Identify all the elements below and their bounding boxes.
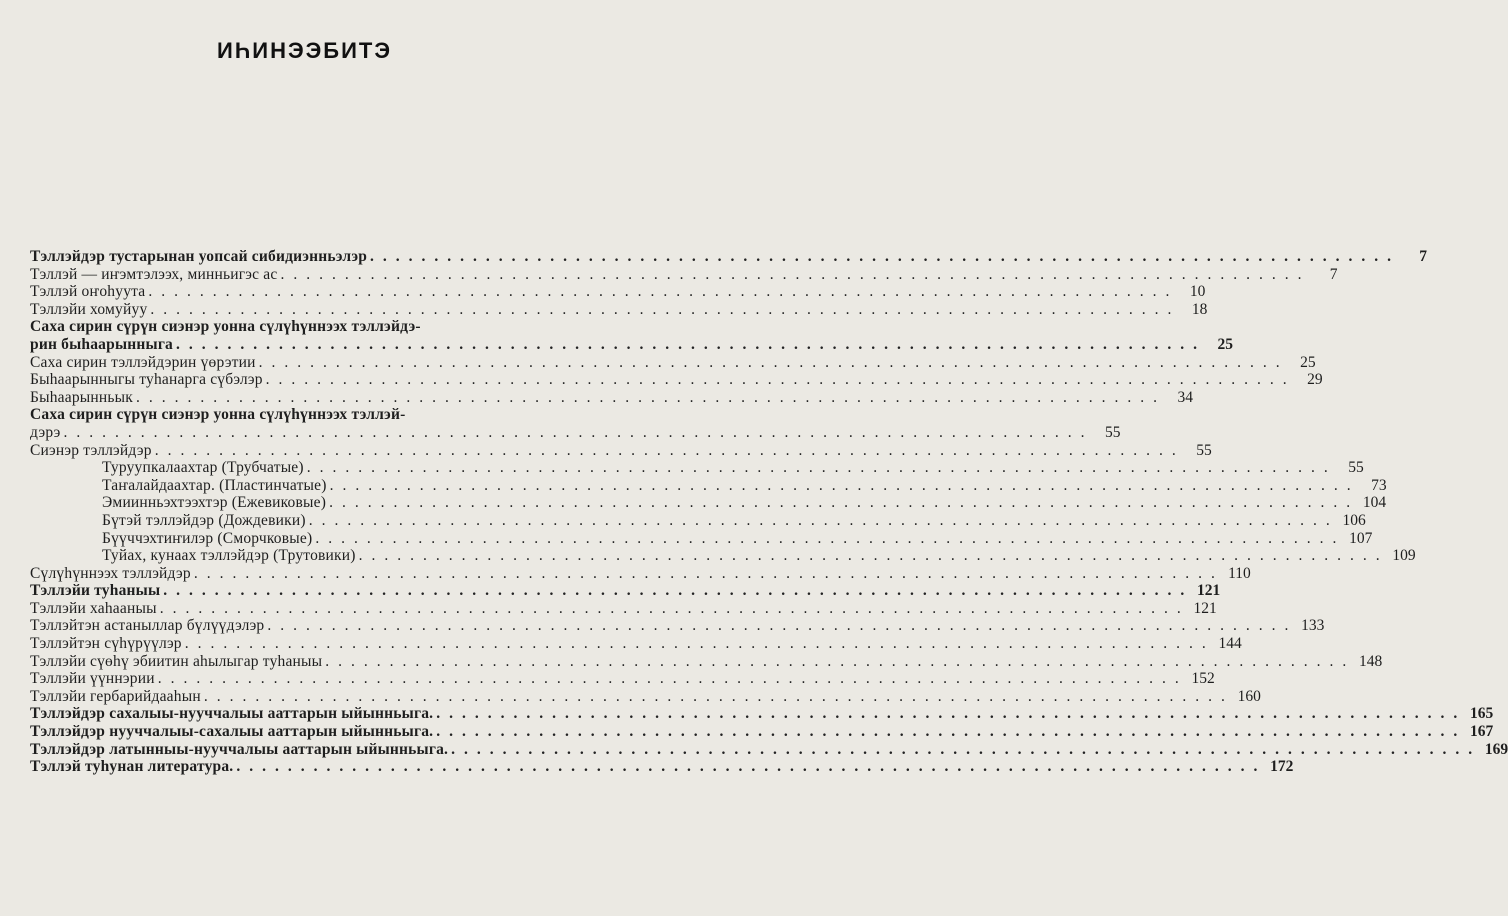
toc-entry-title: Тэллэйдэр латынныы-нууччалыы ааттарын ыйынньыга. xyxy=(30,740,449,758)
toc-entry-page-number: 55 xyxy=(1348,459,1364,477)
toc-entry xyxy=(30,617,1325,635)
dot-leader: ................................................................................ xyxy=(436,705,1467,723)
toc-entry xyxy=(30,265,1338,284)
toc-entry-title: Тэллэйи хаһааныы xyxy=(30,599,157,617)
dot-leader: ................................................................................ xyxy=(329,476,1360,494)
toc-entry-title: Тэллэй оҥоһуута xyxy=(30,283,146,301)
toc-entry xyxy=(30,723,1494,741)
toc-entry xyxy=(30,283,1206,301)
toc-entry-title: Тэллэйи үүннэрии xyxy=(30,670,155,688)
toc-entry-title: Эмиинньэхтээхтэр (Ежевиковые) xyxy=(102,494,327,512)
toc-entry-title: Тэллэйдэр нууччалыы-сахалыы ааттарын ыйынньыга. xyxy=(30,723,434,741)
dot-leader: ................................................................................ xyxy=(265,371,1296,389)
toc-entry-page-number: 7 xyxy=(1329,265,1338,283)
toc-entry-page-number: 160 xyxy=(1237,687,1261,705)
dot-leader: ................................................................................ xyxy=(163,582,1194,600)
toc-entry-page-number: 144 xyxy=(1218,635,1242,653)
dot-leader: ................................................................................ xyxy=(193,564,1224,582)
toc-entry-page-number: 7 xyxy=(1419,248,1428,265)
toc-entry xyxy=(30,459,1364,477)
toc-entry-title: Бүүччэхтиҥилэр (Сморчковые) xyxy=(102,529,313,547)
toc-entry-title: Саха сирин сүрүн сиэнэр уонна сүлүһүннээх тэллэйдэ- xyxy=(30,318,421,336)
toc-entry-title: Саха сирин сүрүн сиэнэр уонна сүлүһүннээх тэллэй- xyxy=(30,406,406,424)
toc-entry-page-number: 165 xyxy=(1470,705,1494,723)
dot-leader: ................................................................................ xyxy=(267,617,1298,635)
toc-entry-title: Таҥалайдаахтар. (Пластинчатые) xyxy=(102,476,327,494)
toc-entry-title: Саха сирин тэллэйдэрин үөрэтии xyxy=(30,353,256,371)
table-of-contents xyxy=(30,248,1508,776)
dot-leader: ................................................................................ xyxy=(370,248,1401,265)
toc-entry-title: Тэллэйтэн астаныллар бүлүүдэлэр xyxy=(30,617,265,635)
dot-leader: ................................................................................ xyxy=(150,300,1181,318)
toc-entry-title: дэрэ xyxy=(30,423,61,441)
toc-entry xyxy=(30,388,1193,407)
dot-leader: ................................................................................ xyxy=(325,652,1356,670)
toc-entry xyxy=(30,705,1494,723)
toc-entry-title: рин быһаарынныга xyxy=(30,335,174,353)
toc-entry xyxy=(30,406,535,424)
toc-entry-title: Тэллэйи туһаныы xyxy=(30,582,161,600)
page-title: ИҺИНЭЭБИТЭ xyxy=(217,38,392,63)
toc-entry xyxy=(30,300,1208,319)
toc-entry-page-number: 121 xyxy=(1197,582,1221,600)
dot-leader: ................................................................................ xyxy=(136,388,1166,406)
toc-entry-title: Бүтэй тэллэйдэр (Дождевики) xyxy=(102,511,306,529)
toc-entry-page-number: 25 xyxy=(1217,335,1234,353)
toc-entry-page-number: 110 xyxy=(1228,564,1251,582)
dot-leader: ................................................................................ xyxy=(203,687,1234,705)
toc-entry xyxy=(30,353,1316,372)
toc-entry-page-number: 109 xyxy=(1392,547,1416,565)
toc-entry-title: Сүлүһүннээх тэллэйдэр xyxy=(30,564,191,582)
toc-entry xyxy=(30,599,1217,618)
toc-entry-page-number: 73 xyxy=(1371,476,1387,494)
dot-leader: ................................................................................ xyxy=(159,599,1190,617)
dot-leader: ................................................................................ xyxy=(236,758,1267,776)
toc-entry-page-number: 148 xyxy=(1359,652,1383,670)
toc-entry-title: Туйах, кунаах тэллэйдэр (Трутовики) xyxy=(102,547,356,565)
toc-entry xyxy=(30,371,1323,389)
toc-entry-title: Тэллэйи хомуйуу xyxy=(30,300,148,318)
dot-leader: ................................................................................ xyxy=(258,353,1289,371)
toc-entry-title: Сиэнэр тэллэйдэр xyxy=(30,441,152,459)
toc-entry xyxy=(30,335,1234,354)
toc-entry-page-number: 29 xyxy=(1307,371,1323,389)
toc-entry xyxy=(30,582,1221,600)
dot-leader: ................................................................................ xyxy=(154,441,1185,459)
dot-leader: ................................................................................ xyxy=(176,335,1207,353)
dot-leader: ................................................................................ xyxy=(315,529,1346,547)
toc-entry-page-number: 169 xyxy=(1484,740,1508,758)
dot-leader: ................................................................................ xyxy=(184,635,1215,653)
toc-entry-title: Тэллэй туһунан литература. xyxy=(30,758,234,776)
dot-leader: ................................................................................ xyxy=(308,511,1339,529)
toc-entry-page-number: 104 xyxy=(1362,494,1387,512)
toc-entry-page-number: 10 xyxy=(1189,283,1206,301)
toc-entry-title: Тэллэйдэр сахалыы-нууччалыы ааттарын ыйынньыга. xyxy=(30,705,434,723)
toc-entry xyxy=(30,687,1261,706)
toc-entry-page-number: 34 xyxy=(1177,388,1193,406)
toc-entry xyxy=(30,318,535,336)
toc-entry-title: Тэллэйи сүөһү эбиитин аһылыгар туһаныы xyxy=(30,652,323,670)
toc-entry xyxy=(30,248,1428,266)
toc-entry xyxy=(30,547,1416,565)
toc-entry-page-number: 55 xyxy=(1105,423,1121,441)
toc-entry-page-number: 18 xyxy=(1191,300,1208,318)
toc-entry xyxy=(30,564,1251,583)
toc-entry-title: Быһаарынньык xyxy=(30,388,133,406)
toc-entry xyxy=(30,758,1294,776)
toc-entry-page-number: 172 xyxy=(1270,758,1294,776)
toc-entry xyxy=(30,670,1215,688)
dot-leader: ................................................................................ xyxy=(358,547,1389,565)
dot-leader: ................................................................................ xyxy=(148,283,1179,301)
toc-entry-title: Тэллэйтэн сүһүрүүлэр xyxy=(30,635,182,653)
toc-entry xyxy=(30,441,1212,460)
toc-entry-page-number: 107 xyxy=(1349,529,1373,547)
toc-entry xyxy=(30,635,1242,653)
toc-entry-page-number: 152 xyxy=(1191,670,1215,688)
toc-entry-title: Быһаарынныгы туһанарга сүбэлэр xyxy=(30,371,263,389)
dot-leader: ................................................................................ xyxy=(329,494,1360,512)
toc-entry-page-number: 106 xyxy=(1342,511,1366,529)
toc-entry xyxy=(30,740,1508,759)
toc-entry-title: Туруупкалаахтар (Трубчатые) xyxy=(102,459,304,477)
dot-leader: ................................................................................ xyxy=(63,423,1094,441)
toc-entry-page-number: 25 xyxy=(1300,353,1316,371)
toc-entry xyxy=(30,529,1373,548)
toc-entry xyxy=(30,494,1387,512)
dot-leader: ................................................................................ xyxy=(451,740,1482,758)
dot-leader: ................................................................................ xyxy=(306,459,1337,477)
toc-entry-title: Тэллэйи гербарийдааһын xyxy=(30,687,201,705)
toc-entry-page-number: 167 xyxy=(1470,723,1494,741)
toc-entry xyxy=(30,476,1387,495)
toc-entry-title: Тэллэйдэр тустарынан уопсай сибидиэнньэлэр xyxy=(30,248,368,265)
dot-leader: ................................................................................ xyxy=(436,723,1467,741)
toc-entry xyxy=(30,652,1383,671)
toc-entry-title: Тэллэй — иҥэмтэлээх, минньигэс ас xyxy=(30,265,278,283)
dot-leader: ................................................................................ xyxy=(157,670,1188,688)
toc-entry-page-number: 133 xyxy=(1301,617,1325,635)
toc-entry-page-number: 55 xyxy=(1196,441,1212,459)
toc-entry xyxy=(30,511,1366,530)
dot-leader: ................................................................................ xyxy=(280,265,1311,283)
toc-entry xyxy=(30,423,1121,442)
toc-entry-page-number: 121 xyxy=(1193,599,1217,617)
